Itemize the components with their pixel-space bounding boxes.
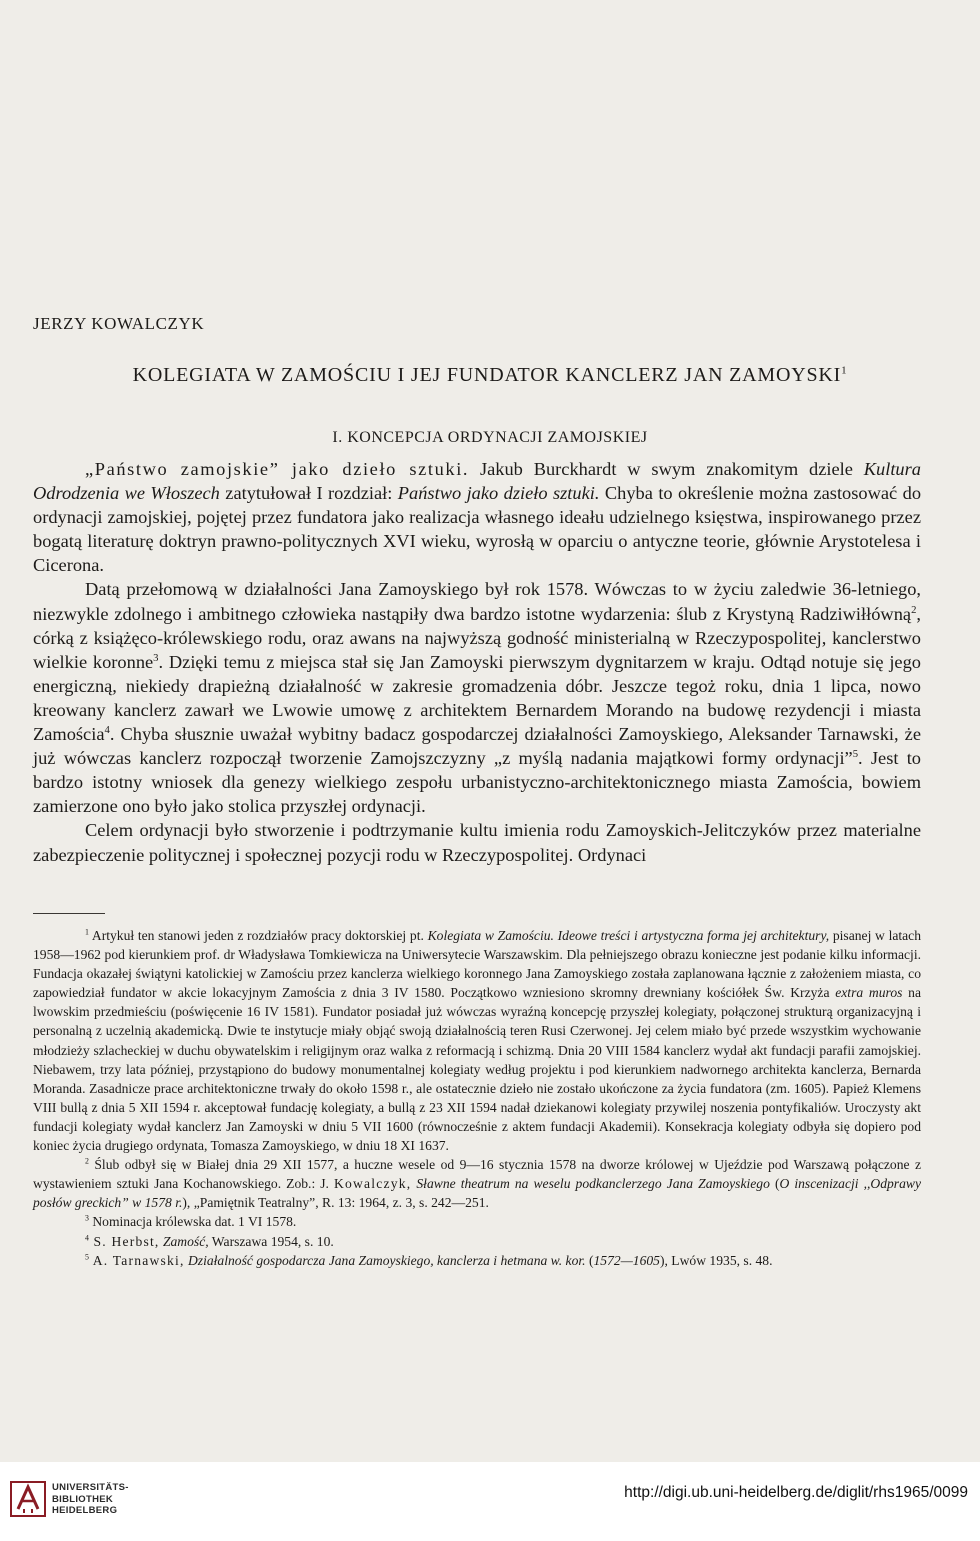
p1-book-title: Kultura Odrodzenia we Włoszech xyxy=(33,459,921,504)
fn2-author: Kowalczyk, xyxy=(334,1176,412,1192)
p2-b: , córką z książęco-królewskiego rodu, oraz awans na najwyższą godność ministerialną w Rzeczypospolitej, kanclerstwo wielkie koronne xyxy=(33,603,921,672)
fn4-author: S. Herbst, xyxy=(88,1233,160,1249)
library-name-line-1: UNIVERSITÄTS- xyxy=(52,1482,129,1493)
fn1-c: na lwowskim przedmieściu (poświęcenie 16 IV 1581). Fundator posiadał już wówczas wyraźną koncepcję przyszłej kolegiaty, połączonej strukturą organizacyjną i personalną z uczelnią akademicką. Dwie te instytucje miały objąć swoją działalnością teren Rusi Czerwonej. Jej celem miało być przede wszystkim wychowanie młodzieży szlacheckiej w duchu obywatelskim i religijnym oraz walka z reformacją i schizmą. Dnia 20 VIII 1584 kanclerz wydał akt fundacji parafii zamojskiej. Niebawem, trzy lata później, przystąpiono do budowy monumentalnej kolegiaty według projektu i pod kierunkiem nadwornego architekta kanclerza, Bernarda Moranda. Zasadnicze prace architektoniczne trwały do około 1598 r., ale ostatecznie dzieło nie zostało ukończone za życia fundatora (zm. 1605). Papież Klemens VIII bullą z dnia 5 XII 1594 r. akceptował fundację kolegiaty, a bullą z 23 XII 1594 nadał dziekanowi kolegiaty przywilej noszenia pontyfikaliów. Uroczysty akt fundacji kolegiaty wydał kanclerz Jan Zamoyski w dniu 5 VII 1600 (równocześnie z aktem fundacji Akademii). Konsekracja kolegiaty odbyła się dopiero pod koniec życia drugiego ordynata, Tomasza Zamoyskiego, w dniu 18 XI 1637. xyxy=(33,985,921,1154)
fn5-a: ( xyxy=(585,1252,594,1268)
fn5-b: ), Lwów 1935, s. 48. xyxy=(659,1252,773,1268)
footnote-5-number: 5 xyxy=(85,1252,89,1262)
fn1-extra-muros: extra muros xyxy=(835,985,903,1001)
footnote-3-number: 3 xyxy=(85,1213,89,1223)
fn5-years: 1572—1605 xyxy=(593,1252,660,1268)
p2-e: . Jest to bardzo istotny wniosek dla genezy wielkiego zespołu urbanistyczno-architektonicznego miasta Zamościa, bowiem zamierzone ono było jako stolica przyszłej ordynacji. xyxy=(33,748,922,817)
footnote-4-number: 4 xyxy=(85,1232,89,1242)
footnote-ref-2[interactable]: 2 xyxy=(911,603,917,616)
fn4-a: Warszawa 1954, s. 10. xyxy=(208,1233,334,1249)
footnote-2 xyxy=(33,1155,921,1212)
paragraph-3: Celem ordynacji było stworzenie i podtrzymanie kultu imienia rodu Zamoyskich-Jelitczyków przez materialne zabezpieczenie politycznej i społecznej pozycji rodu w Rzeczypospolitej. Ordynaci xyxy=(33,820,921,865)
body-text xyxy=(33,457,921,867)
p1-chapter-title: Państwo jako dzieło sztuki. xyxy=(397,483,600,504)
fn1-b: pisanej w latach 1958—1962 pod kierunkiem prof. dr Władysława Tomkiewicza na Uniwersytecie Warszawskim. Dla pełniejszego obrazu konieczne jest podanie kilku informacji. Fundacja okazałej świątyni katolickiej w Zamościu przez kanclerza wielkiego koronnego Jana Zamoyskiego została zaplanowana łącznie z założeniem miasta, co zapowiedział fundator w akcie lokacyjnym Zamościa z dnia 3 IV 1580. Początkowo wzniesiono skromny drewniany kościółek Św. Krzyża xyxy=(33,928,922,1001)
p1-b: zatytułował I rozdział: xyxy=(219,483,398,504)
fn5-title: Działalność gospodarcza Jana Zamoyskiego, kanclerza i hetmana w. kor. xyxy=(184,1252,586,1268)
title-footnote-ref[interactable]: 1 xyxy=(841,364,848,377)
footnote-1 xyxy=(33,926,921,1155)
library-logo-icon[interactable] xyxy=(10,1481,46,1517)
library-name[interactable] xyxy=(52,1482,129,1517)
fn2-subtitle: O inscenizacji ,,Odprawy posłów greckich” w 1578 r. xyxy=(33,1176,921,1211)
fn5-author: A. Tarnawski, xyxy=(88,1252,185,1268)
fn2-a: Ślub odbył się w Białej dnia 29 XII 1577, a huczne wesele od 9—16 stycznia 1578 na dworze królowej w Ujeździe pod Warszawą połączone z wystawieniem sztuki Jana Kochanowskiego. Zob.: J. xyxy=(33,1157,921,1192)
p1-a: Jakub Burckhardt w swym znakomitym dziele xyxy=(469,459,864,479)
fn1-a: Artykuł ten stanowi jeden z rozdziałów pracy doktorskiej pt. xyxy=(88,928,428,943)
footnotes xyxy=(33,926,921,1270)
footnote-ref-3[interactable]: 3 xyxy=(153,651,159,664)
fn2-title: Sławne theatrum na weselu podkanclerzego Jana Zamoyskiego xyxy=(411,1176,770,1192)
footnote-ref-5[interactable]: 5 xyxy=(852,748,859,760)
library-name-line-3: HEIDELBERG xyxy=(52,1505,118,1516)
footnote-4 xyxy=(33,1232,921,1251)
fn2-c: ), „Pamiętnik Teatralny”, R. 13: 1964, z. 3, s. 242—251. xyxy=(182,1195,489,1211)
author-name: JERZY KOWALCZYK xyxy=(33,314,205,333)
footnote-1-number: 1 xyxy=(85,927,89,937)
footnote-ref-4[interactable]: 4 xyxy=(104,723,110,736)
viewer-footer xyxy=(0,1462,980,1541)
permalink-url[interactable]: http://digi.ub.uni-heidelberg.de/diglit/rhs1965/0099 xyxy=(624,1484,968,1501)
paragraph-2 xyxy=(33,577,921,818)
p1-c: Chyba to określenie można zastosować do ordynacji zamojskiej, pojętej przez fundatora jako realizacja własnego ideału udzielnego księstwa, inspirowanego przez bogatą literaturę doktryn prawno-politycznych XVI wieku, wyrosłą w oparciu o antyczne teorie, głównie Arystotelesa i Cicerona. xyxy=(33,483,922,576)
p2-d: . Chyba słusznie uważał wybitny badacz gospodarczej działalności Zamoyskiego, Aleksander Tarnawski, że już wówczas kanclerz rozpoczął tworzenie Zamojszczyzny „z myślą nadania majątkowi formy ordynacji” xyxy=(33,724,921,769)
paragraph-1 xyxy=(33,457,921,577)
fn3-text: Nominacja królewska dat. 1 VI 1578. xyxy=(88,1214,297,1230)
footnote-5 xyxy=(33,1251,921,1270)
fn4-title: Zamość, xyxy=(159,1233,209,1249)
fn1-work-title: Kolegiata w Zamościu. Ideowe treści i artystyczna forma jej architektury, xyxy=(427,928,830,943)
p1-lead: „Państwo zamojskie” jako dzieło sztuki. xyxy=(85,459,470,479)
fn2-b: ( xyxy=(769,1176,780,1192)
section-heading: I. KONCEPCJA ORDYNACJI ZAMOJSKIEJ xyxy=(332,429,648,446)
footnote-2-number: 2 xyxy=(85,1156,89,1166)
library-name-line-2: BIBLIOTHEK xyxy=(52,1493,114,1505)
article-title xyxy=(33,364,947,387)
footnote-3 xyxy=(33,1212,921,1231)
p2-c: . Dzięki temu z miejsca stał się Jan Zamoyski pierwszym dygnitarzem w kraju. Odtąd notuje się jego energiczną, niekiedy drapieżną działalność w zakresie gromadzenia dóbr. Jeszcze tegoż roku, dnia 1 lipca, nowo kreowany kanclerz zawarł we Lwowie umowę z architektem Bernardem Morando na budowę rezydencji i miasta Zamościa xyxy=(33,651,921,745)
p2-a: Datą przełomową w działalności Jana Zamoyskiego był rok 1578. Wówczas to w życiu zaledwie 36-letniego, niezwykle zdolnego i ambitnego człowieka nastąpiły dwa bardzo istotne wydarzenia: ślub z Krystyną Radziwiłłówną xyxy=(33,579,921,624)
footnote-divider xyxy=(33,913,105,914)
article-title-text: KOLEGIATA W ZAMOŚCIU I JEJ FUNDATOR KANCLERZ JAN ZAMOYSKI xyxy=(132,364,842,386)
